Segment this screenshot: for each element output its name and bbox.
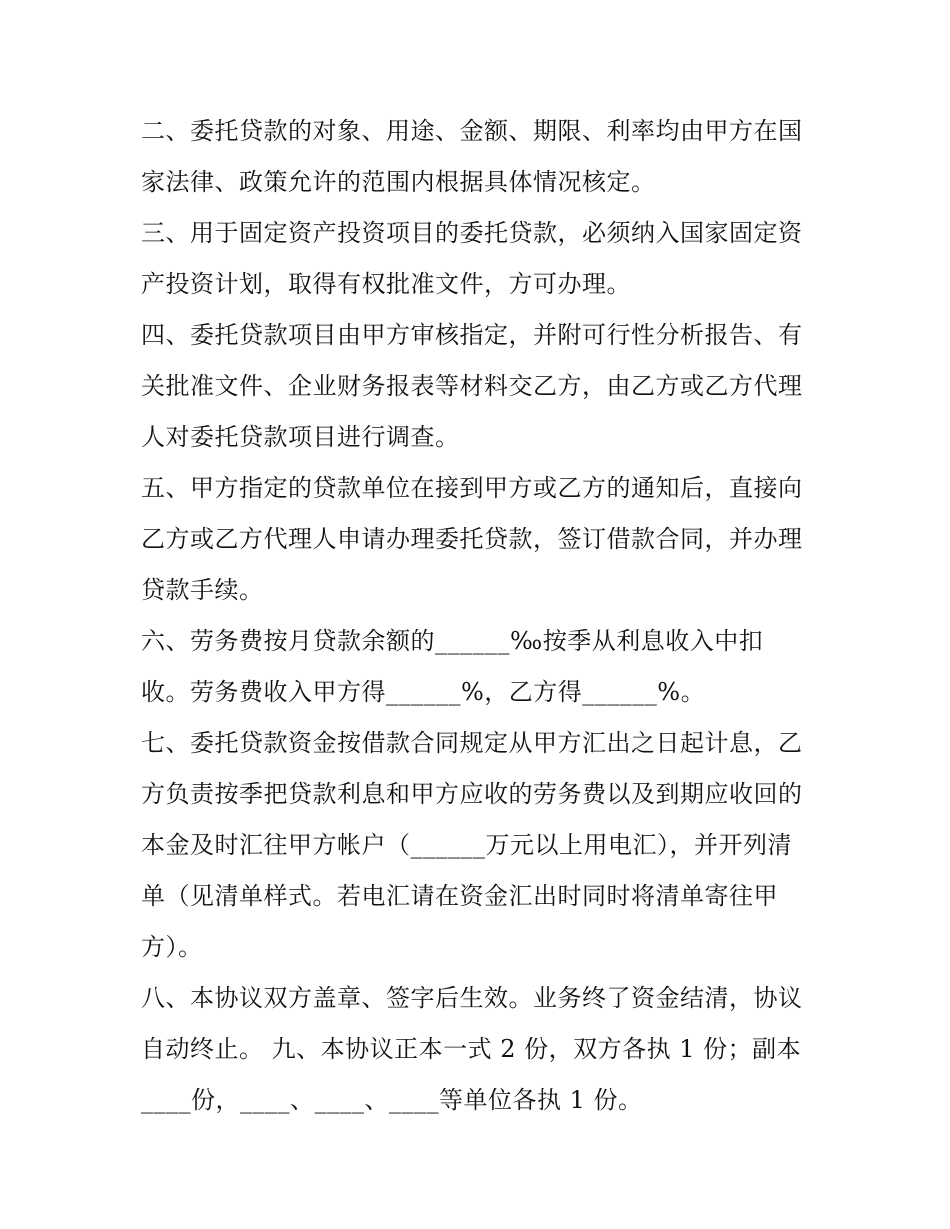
text-line: 关批准文件、企业财务报表等材料交乙方，由乙方或乙方代理 <box>141 372 803 400</box>
text-line: 收。劳务费收入甲方得______%，乙方得______%。 <box>141 678 706 706</box>
text-line: 自动终止。 九、本协议正本一式 2 份，双方各执 1 份；副本 <box>141 1035 802 1063</box>
text-line: 五、甲方指定的贷款单位在接到甲方或乙方的通知后，直接向 <box>141 474 803 502</box>
text-line: 乙方或乙方代理人申请办理委托贷款，签订借款合同，并办理 <box>141 525 803 553</box>
text-line: 方负责按季把贷款利息和甲方应收的劳务费以及到期应收回的 <box>141 780 803 808</box>
agreement-body <box>141 106 821 1126</box>
text-line: 八、本协议双方盖章、签字后生效。业务终了资金结清，协议 <box>141 984 803 1012</box>
text-line: 二、委托贷款的对象、用途、金额、期限、利率均由甲方在国 <box>141 117 803 145</box>
text-line: 本金及时汇往甲方帐户（______万元以上用电汇），并开列清 <box>141 831 792 859</box>
text-line: 四、委托贷款项目由甲方审核指定，并附可行性分析报告、有 <box>141 321 803 349</box>
text-line: 六、劳务费按月贷款余额的______‰按季从利息收入中扣 <box>141 627 764 655</box>
text-line: 七、委托贷款资金按借款合同规定从甲方汇出之日起计息，乙 <box>141 729 803 757</box>
text-line: 贷款手续。 <box>141 576 264 604</box>
text-line: 人对委托贷款项目进行调查。 <box>141 423 460 451</box>
text-line: ____份，____、____、____等单位各执 1 份。 <box>141 1086 643 1114</box>
text-line: 产投资计划，取得有权批准文件，方可办理。 <box>141 270 631 298</box>
text-line: 三、用于固定资产投资项目的委托贷款，必须纳入国家固定资 <box>141 219 803 247</box>
text-line: 家法律、政策允许的范围内根据具体情况核定。 <box>141 168 656 196</box>
text-line: 单（见清单样式。若电汇请在资金汇出时同时将清单寄往甲 <box>141 882 778 910</box>
text-line: 方）。 <box>141 933 203 961</box>
